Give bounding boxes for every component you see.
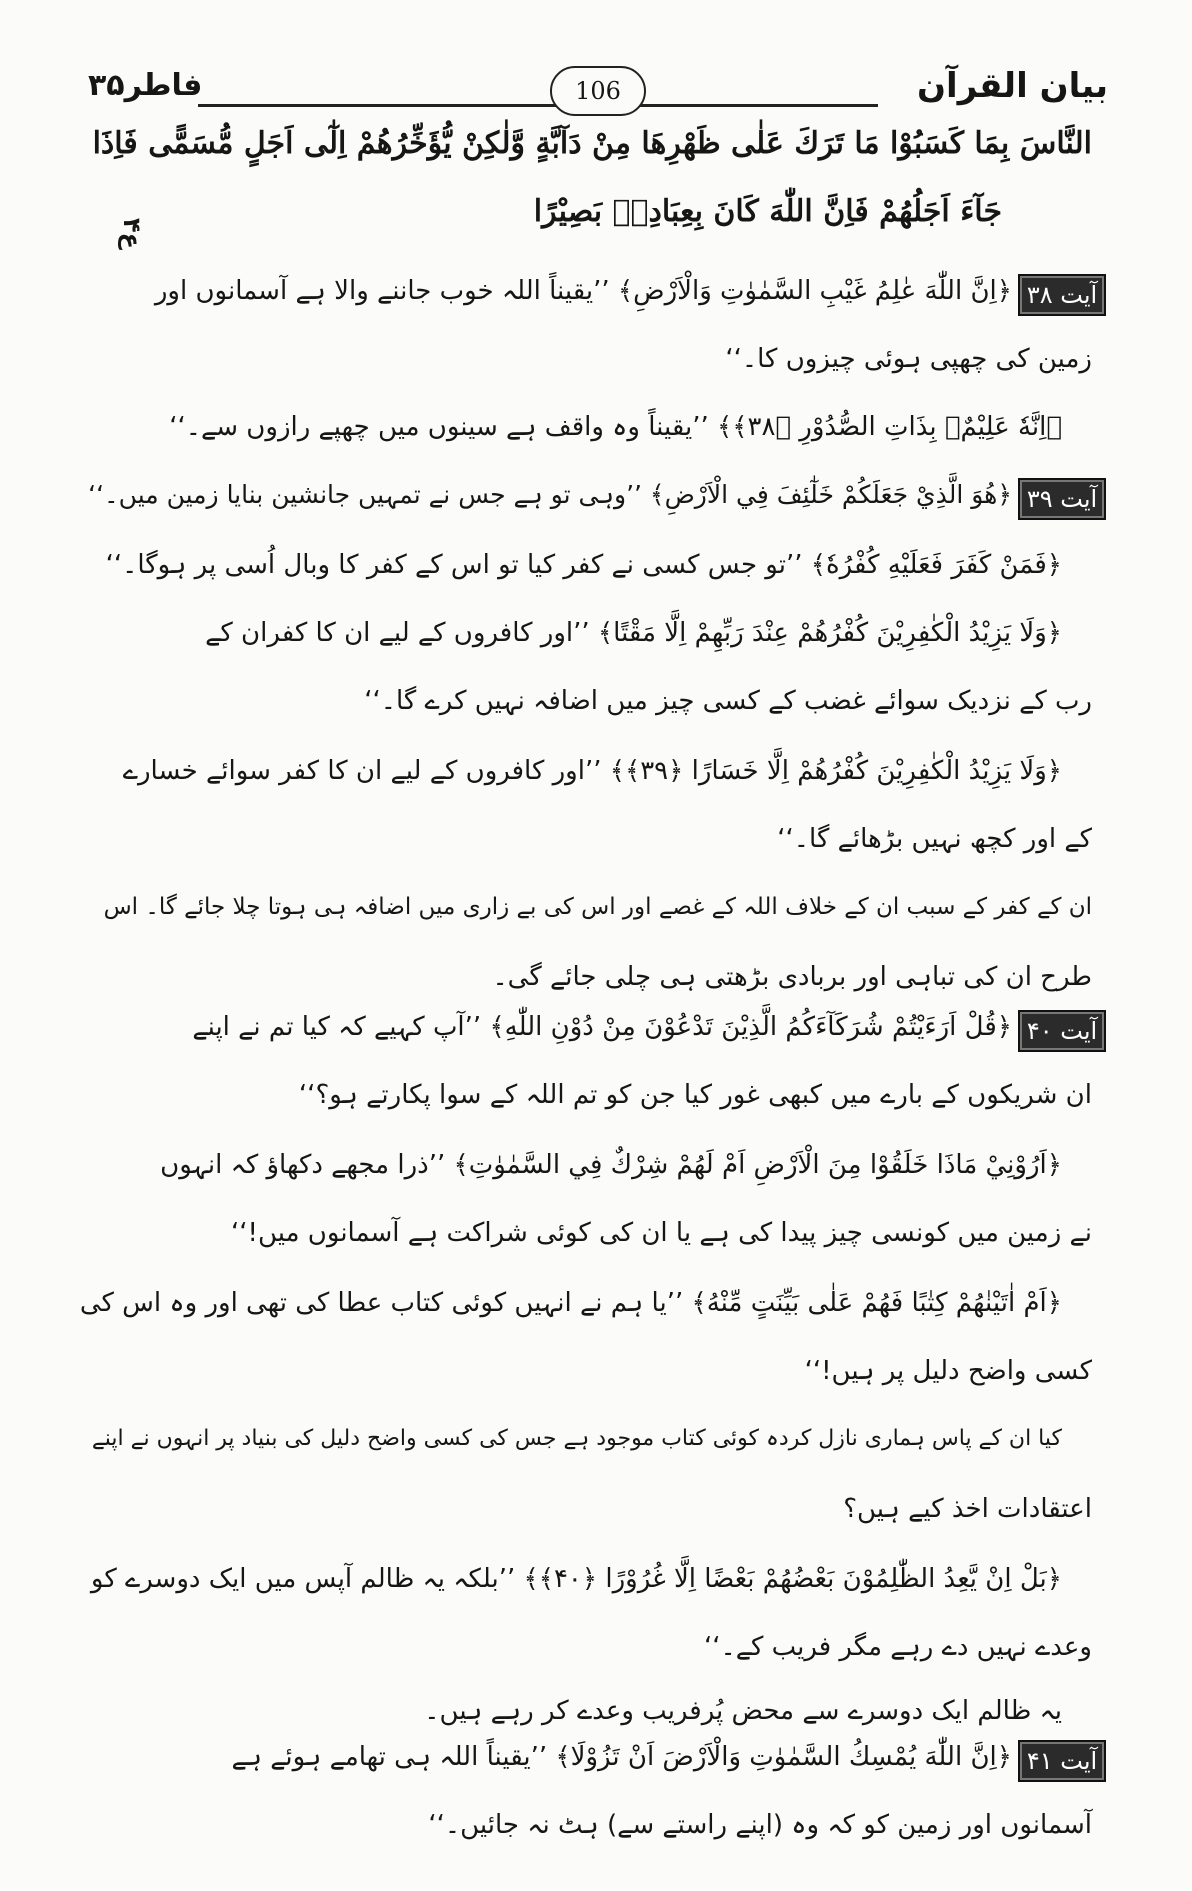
verse-marker-39: آیت ۳۹ [1018,478,1106,520]
book-title: بیان القرآن [917,66,1108,106]
text-line: ﴿هُوَ الَّذِيْ جَعَلَكُمْ خَلٰٓئِفَ فِي الْاَرْضِ﴾ ’’وہی تو ہے جس نے تمہیں جانشین بنایا زمین میں۔‘‘ [88,480,1012,509]
verse-marker-40: آیت ۴۰ [1018,1010,1106,1052]
text-line: ﴿اِنَّ اللّٰهَ يُمْسِكُ السَّمٰوٰتِ وَالْاَرْضَ اَنْ تَزُوْلَا﴾ ’’یقیناً اللہ ہی تھامے ہوئے ہے [231,1742,1012,1772]
text-line: یہ ظالم ایک دوسرے سے محض پُرفریب وعدے کر رہے ہیں۔ [424,1696,1062,1726]
text-line: ﴿فَمَنْ كَفَرَ فَعَلَيْهِ كُفْرُهٗ﴾ ’’تو جس کسی نے کفر کیا تو اس کے کفر کا وبال اُسی پر ہوگا۔‘‘ [105,550,1062,580]
text-line: ﴿وَلَا يَزِيْدُ الْكٰفِرِيْنَ كُفْرُهُمْ اِلَّا خَسَارًا ﴿۳۹﴾﴾ ’’اور کافروں کے لیے ان کا کفر سوائے خسارے [122,756,1062,786]
text-line: زمین کی چھپی ہوئی چیزوں کا۔‘‘ [725,344,1092,374]
text-line: ﴿اَمْ اٰتَيْنٰهُمْ كِتٰبًا فَهُمْ عَلٰى بَيِّنَتٍ مِّنْهُ﴾ ’’یا ہم نے انہیں کوئی کتاب عطا کی تھی اور وہ اس کی [79,1288,1062,1318]
page-number: 106 [550,66,646,116]
text-line: وعدے نہیں دے رہے مگر فریب کے۔‘‘ [703,1632,1092,1662]
text-line: ﴿اِنَّهٗ عَلِيْمٌۢ بِذَاتِ الصُّدُوْرِ ﴿۳۸﴾﴾ ’’یقیناً وہ واقف ہے سینوں میں چھپے رازوں سے۔‘‘ [169,412,1062,442]
text-line: کے اور کچھ نہیں بڑھائے گا۔‘‘ [777,824,1092,854]
text-line: ﴿وَلَا يَزِيْدُ الْكٰفِرِيْنَ كُفْرُهُمْ عِنْدَ رَبِّهِمْ اِلَّا مَقْتًا﴾ ’’اور کافروں کے لیے ان کا کفران کے [205,618,1062,648]
text-line: ﴿اَرُوْنِيْ مَاذَا خَلَقُوْا مِنَ الْاَرْضِ اَمْ لَهُمْ شِرْكٌ فِي السَّمٰوٰتِ﴾ ’’ذرا مجھے دکھاؤ کہ انہوں [160,1150,1062,1180]
text-line: آسمانوں اور زمین کو کہ وہ (اپنے راستے سے) ہٹ نہ جائیں۔‘‘ [428,1810,1092,1840]
surah-name: فاطر۳۵ [88,68,203,103]
text-line: کیا ان کے پاس ہماری نازل کردہ کوئی کتاب موجود ہے جس کی کسی واضح دلیل کی بنیاد پر انہوں نے اپنے [91,1426,1062,1451]
quran-line: النَّاسَ بِمَا كَسَبُوْا مَا تَرَكَ عَلٰى ظَهْرِهَا مِنْ دَآبَّةٍ وَّلٰكِنْ يُّؤَخِّرُهُمْ اِلٰٓى اَجَلٍ مُّسَمًّى فَاِذَا [92,126,1092,161]
text-line: اعتقادات اخذ کیے ہیں؟ [843,1494,1092,1524]
text-line: ﴿قُلْ اَرَءَيْتُمْ شُرَكَآءَكُمُ الَّذِيْنَ تَدْعُوْنَ مِنْ دُوْنِ اللّٰهِ﴾ ’’آپ کہیے کہ کیا تم نے اپنے [192,1012,1012,1042]
rukuh-mark: ع۴ [118,218,146,250]
quran-line: جَآءَ اَجَلُهُمْ فَاِنَّ اللّٰهَ كَانَ بِعِبَادِهٖ بَصِيْرًا [533,194,1002,229]
text-line: نے زمین میں کونسی چیز پیدا کی ہے یا ان کی کوئی شراکت ہے آسمانوں میں!‘‘ [231,1218,1092,1248]
verse-marker-41: آیت ۴۱ [1018,1740,1106,1782]
text-line: طرح ان کی تباہی اور بربادی بڑھتی ہی چلی جائے گی۔ [492,962,1092,992]
text-line: ﴿بَلْ اِنْ يَّعِدُ الظّٰلِمُوْنَ بَعْضُهُمْ بَعْضًا اِلَّا غُرُوْرًا ﴿۴۰﴾﴾ ’’بلکہ یہ ظالم آپس میں ایک دوسرے کو [90,1564,1062,1594]
verse-marker-38: آیت ۳۸ [1018,274,1106,316]
text-line: ﴿اِنَّ اللّٰهَ عٰلِمُ غَيْبِ السَّمٰوٰتِ وَالْاَرْضِ﴾ ’’یقیناً اللہ خوب جاننے والا ہے آسمانوں اور [154,276,1012,306]
page-header [88,66,1108,116]
header-rule [198,104,878,107]
text-line: رب کے نزدیک سوائے غضب کے کسی چیز میں اضافہ نہیں کرے گا۔‘‘ [364,686,1092,716]
text-line: ان کے کفر کے سبب ان کے خلاف اللہ کے غصے اور اس کی بے زاری میں اضافہ ہی ہوتا چلا جائے گا۔ اس [103,894,1092,920]
text-line: کسی واضح دلیل پر ہیں!‘‘ [804,1356,1092,1386]
text-line: ان شریکوں کے بارے میں کبھی غور کیا جن کو تم اللہ کے سوا پکارتے ہو؟‘‘ [298,1080,1092,1110]
